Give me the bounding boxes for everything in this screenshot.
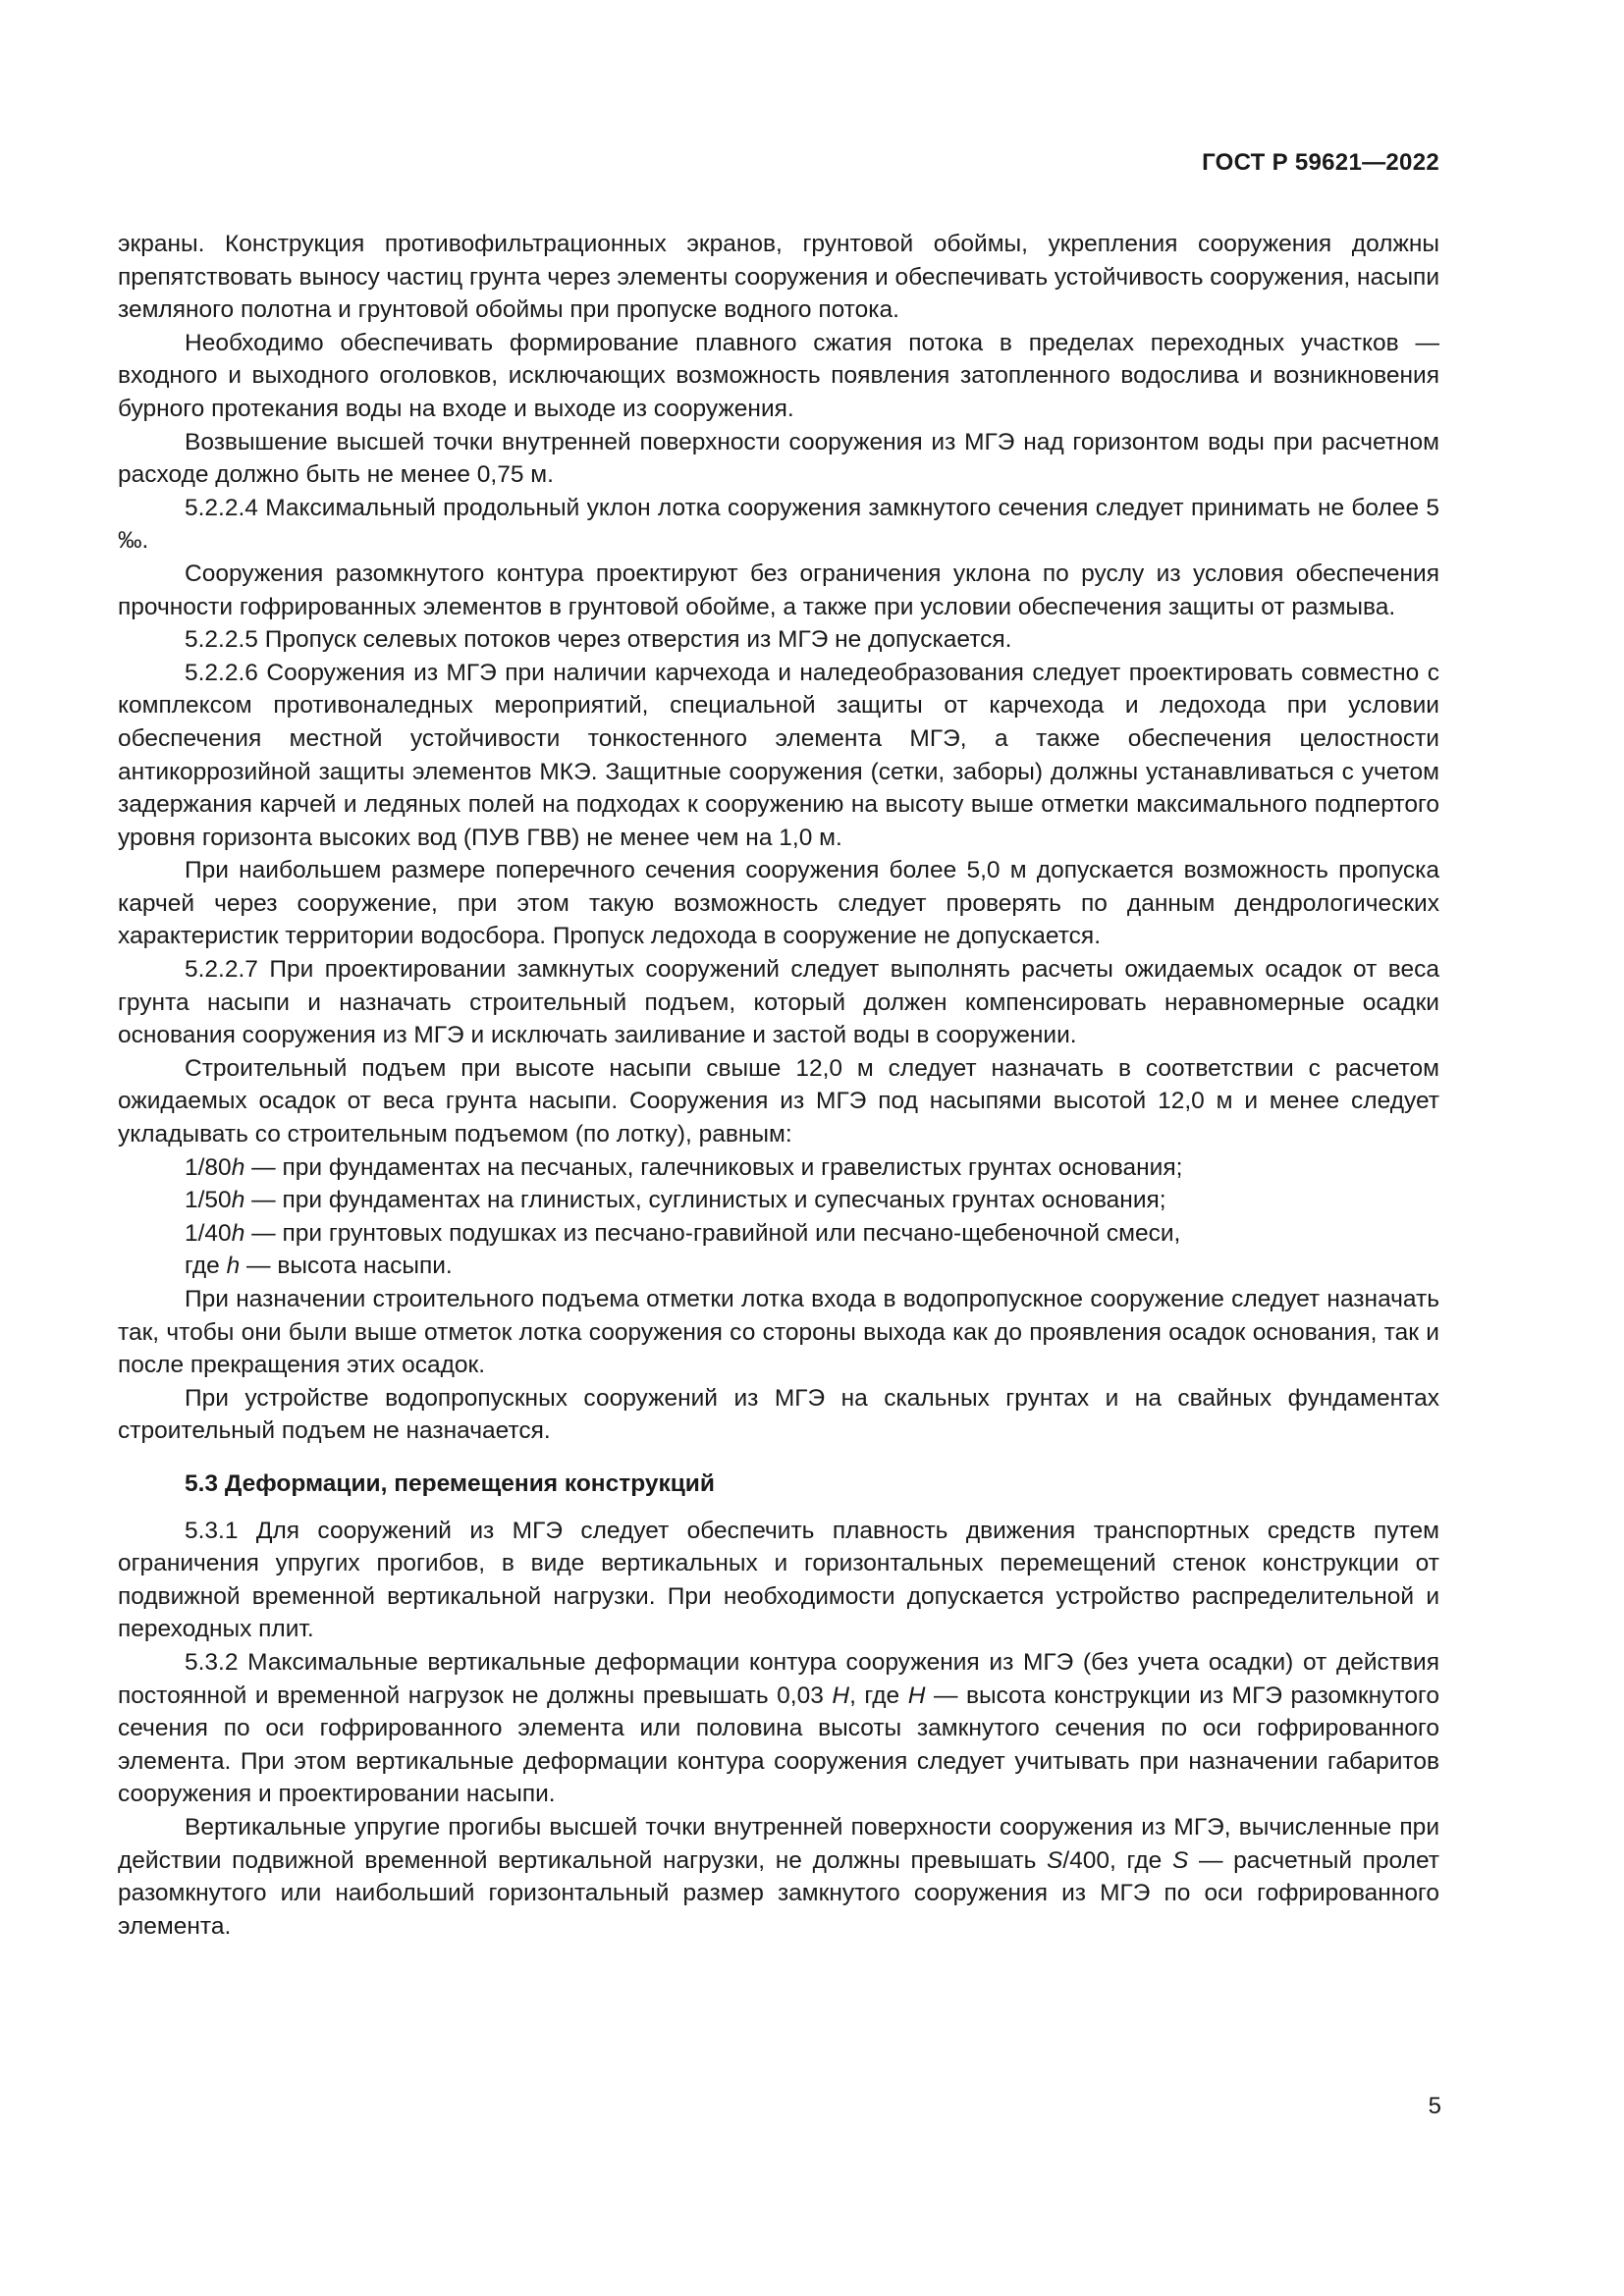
paragraph: Необходимо обеспечивать формирование плавного сжатия потока в пределах переходных участков — входного и выходного оголовков, исключающих возможность появления затопленного водослива и возникновения бурного протекания воды на входе и выходе из сооружения. <box>118 329 1439 422</box>
paragraph: При наибольшем размере поперечного сечения сооружения более 5,0 м допускается возможность пропуска карчей через сооружение, при этом такую возможность следует проверять по данным дендрологических характеристик территории водосбора. Пропуск ледохода в сооружение не допускается. <box>118 857 1439 950</box>
page-number: 5 <box>1428 2093 1441 2119</box>
paragraph: Сооружения разомкнутого контура проектируют без ограничения уклона по руслу из условия обеспечения прочности гофрированных элементов в грунтовой обойме, а также при условии обеспечения защиты от размыва. <box>118 560 1439 620</box>
paragraph: экраны. Конструкция противофильтрационных экранов, грунтовой обоймы, укрепления сооружения должны препятствовать выносу частиц грунта через элементы сооружения и обеспечивать устойчивость сооружения, насыпи земляного полотна и грунтовой обоймы при пропуске водного потока. <box>118 231 1439 324</box>
formula-line: где h — высота насыпи. <box>185 1253 453 1280</box>
paragraph: 5.2.2.7 При проектировании замкнутых сооружений следует выполнять расчеты ожидаемых осадок от веса грунта насыпи и назначать строительный подъем, который должен компенсировать неравномерные осадки основания сооружения из МГЭ и исключать заиливание и застой воды в сооружении. <box>118 956 1439 1049</box>
formula-line: 1/80h — при фундаментах на песчаных, галечниковых и гравелистых грунтах основания; <box>185 1153 1183 1181</box>
paragraph: При устройстве водопропускных сооружений из МГЭ на скальных грунтах и на свайных фундаментах строительный подъем не назначается. <box>118 1384 1439 1445</box>
paragraph: Вертикальные упругие прогибы высшей точки внутренней поверхности сооружения из МГЭ, вычисленные при действии подвижной временной вертикальной нагрузки, не должны превышать S/400, где S — расчетный пролет разомкнутого или наибольший горизонтальный размер замкнутого сооружения из МГЭ по оси гофрированного элемента. <box>118 1813 1439 1940</box>
section-heading: 5.3 Деформации, перемещения конструкций <box>185 1469 715 1497</box>
document-header: ГОСТ Р 59621—2022 <box>1202 149 1439 176</box>
paragraph: 5.3.1 Для сооружений из МГЭ следует обеспечить плавность движения транспортных средств путем ограничения упругих прогибов, в виде вертикальных и горизонтальных перемещений стенок конструкции от подвижной временной вертикальной нагрузки. При необходимости допускается устройство распределительной и переходных плит. <box>118 1517 1439 1643</box>
paragraph: Строительный подъем при высоте насыпи свыше 12,0 м следует назначать в соответствии с расчетом ожидаемых осадок от веса грунта насыпи. Сооружения из МГЭ под насыпями высотой 12,0 м и менее следует укладывать со строительным подъемом (по лотку), равным: <box>118 1054 1439 1148</box>
formula-line: 1/40h — при грунтовых подушках из песчано-гравийной или песчано-щебеночной смеси, <box>185 1219 1181 1247</box>
document-body <box>118 228 1439 1943</box>
paragraph: 5.3.2 Максимальные вертикальные деформации контура сооружения из МГЭ (без учета осадки) от действия постоянной и временной нагрузок не должны превышать 0,03 H, где H — высота конструкции из МГЭ разомкнутого сечения по оси гофрированного элемента или половина высоты замкнутого сечения по оси гофрированного элемента. При этом вертикальные деформации контура сооружения следует учитывать при назначении габаритов сооружения и проектировании насыпи. <box>118 1648 1439 1808</box>
paragraph: 5.2.2.6 Сооружения из МГЭ при наличии карчехода и наледеобразования следует проектировать совместно с комплексом противоналедных мероприятий, специальной защиты от карчехода и ледохода при условии обеспечения местной устойчивости тонкостенного элемента МГЭ, а также обеспечения целостности антикоррозийной защиты элементов МКЭ. Защитные сооружения (сетки, заборы) должны устанавливаться с учетом задержания карчей и ледяных полей на подходах к сооружению на высоту выше отметки максимального подпертого уровня горизонта высоких вод (ПУВ ГВВ) не менее чем на 1,0 м. <box>118 659 1439 851</box>
formula-line: 1/50h — при фундаментах на глинистых, суглинистых и супесчаных грунтах основания; <box>185 1187 1166 1214</box>
paragraph: При назначении строительного подъема отметки лотка входа в водопропускное сооружение следует назначать так, чтобы они были выше отметок лотка сооружения со стороны выхода как до проявления осадок основания, так и после прекращения этих осадок. <box>118 1286 1439 1379</box>
paragraph: Возвышение высшей точки внутренней поверхности сооружения из МГЭ над горизонтом воды при расчетном расходе должно быть не менее 0,75 м. <box>118 428 1439 489</box>
paragraph: 5.2.2.4 Максимальный продольный уклон лотка сооружения замкнутого сечения следует принимать не более 5 ‰. <box>118 494 1439 555</box>
paragraph: 5.2.2.5 Пропуск селевых потоков через отверстия из МГЭ не допускается. <box>185 626 1012 654</box>
